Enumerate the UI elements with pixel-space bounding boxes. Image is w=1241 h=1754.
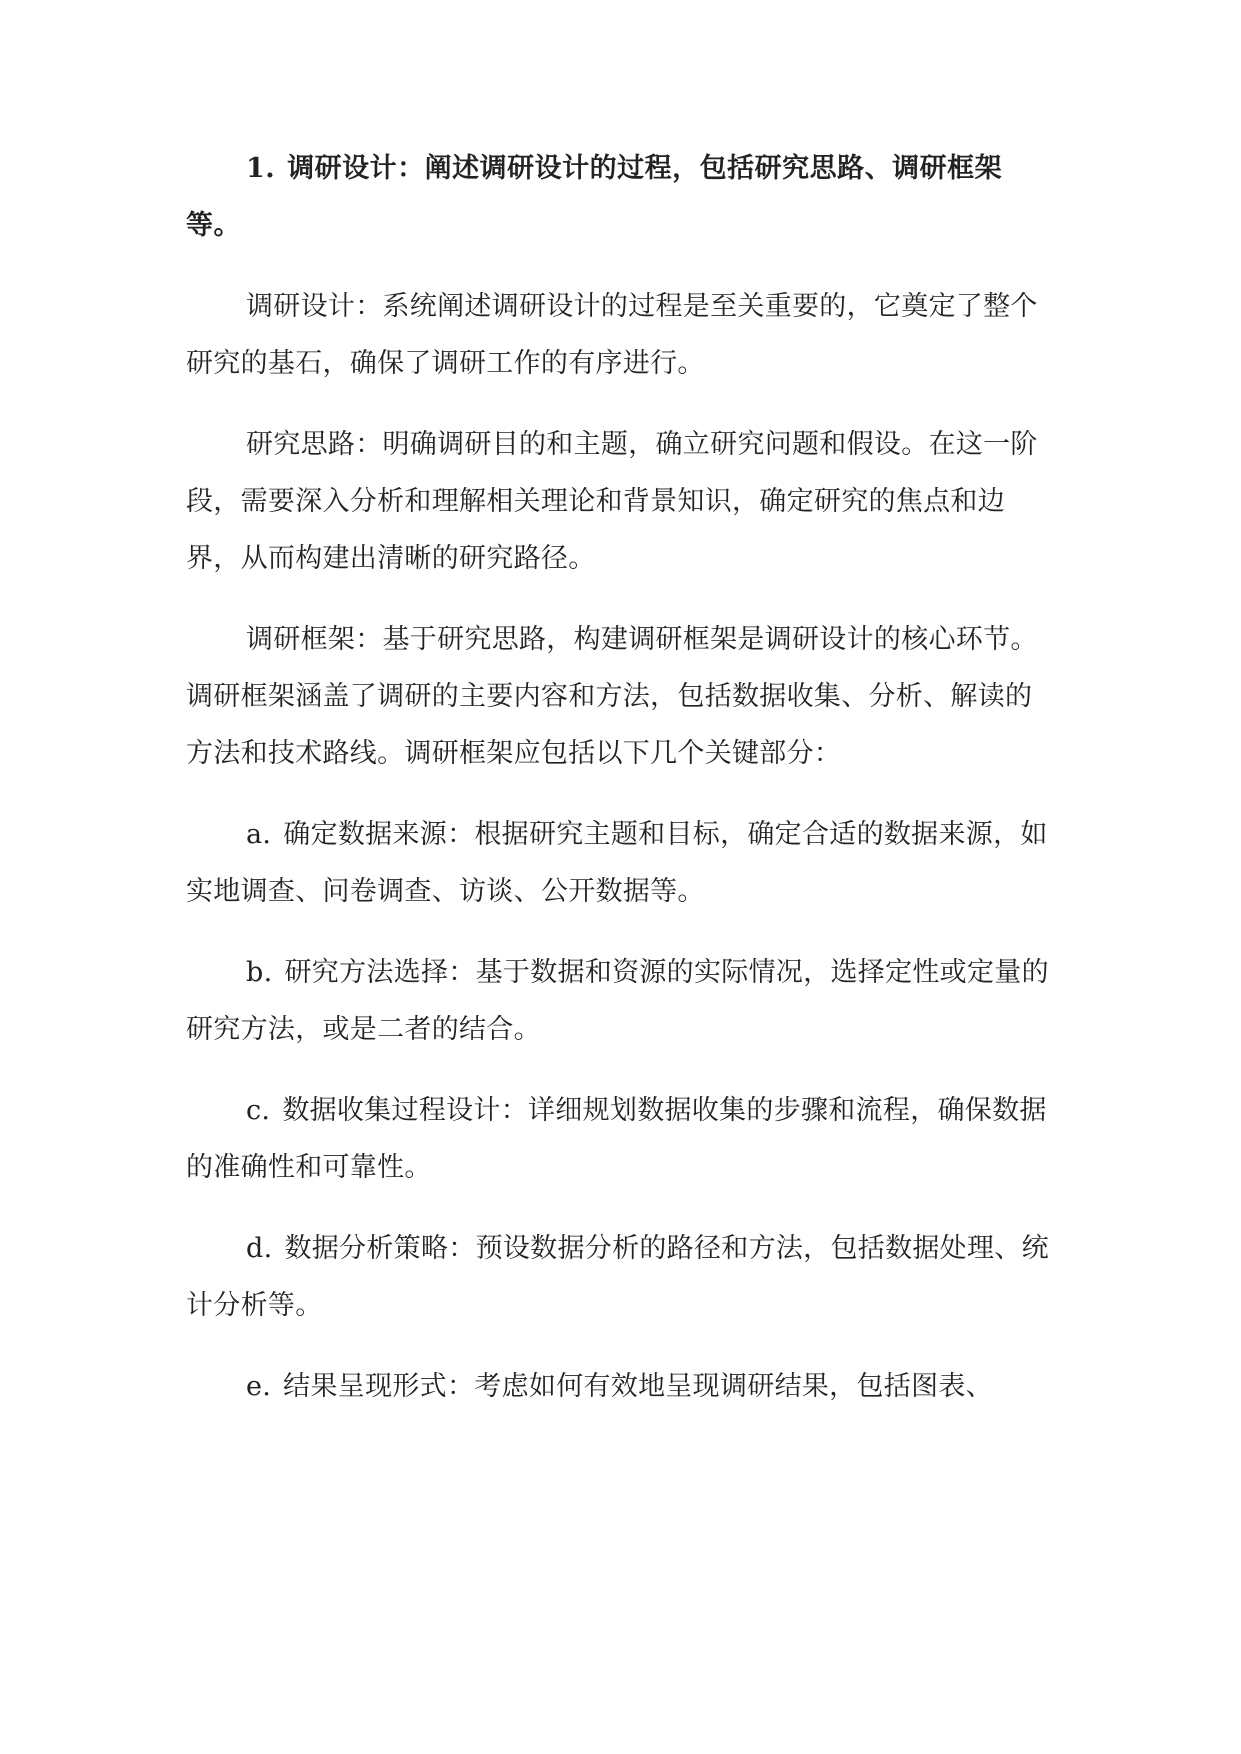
list-marker: b. (246, 957, 273, 988)
section-number: 1. (246, 153, 276, 184)
list-item-analysis-strategy (186, 1220, 1054, 1334)
list-marker: d. (246, 1233, 273, 1264)
paragraph-research-framework: 调研框架：基于研究思路，构建调研框架是调研设计的核心环节。调研框架涵盖了调研的主要内容和方法，包括数据收集、分析、解读的方法和技术路线。调研框架应包括以下几个关键部分： (186, 624, 1038, 769)
list-item-text: 结果呈现形式：考虑如何有效地呈现调研结果，包括图表、 (283, 1371, 993, 1402)
list-item-result-presentation (186, 1358, 1054, 1415)
document-body (186, 140, 1054, 1439)
list-item-text: 研究方法选择：基于数据和资源的实际情况，选择定性或定量的研究方法，或是二者的结合。 (186, 957, 1049, 1045)
section-heading (186, 140, 1054, 254)
list-marker: e. (246, 1371, 272, 1402)
list-item-text: 确定数据来源：根据研究主题和目标，确定合适的数据来源，如实地调查、问卷调查、访谈、公开数据等。 (186, 819, 1048, 907)
list-item-data-sources (186, 806, 1054, 920)
list-item-method-selection (186, 944, 1054, 1058)
section-heading-text: 调研设计：阐述调研设计的过程，包括研究思路、调研框架等。 (186, 153, 1003, 241)
list-item-data-collection (186, 1082, 1054, 1196)
list-marker: a. (246, 819, 272, 850)
list-item-text: 数据分析策略：预设数据分析的路径和方法，包括数据处理、统计分析等。 (186, 1233, 1049, 1321)
paragraph-research-design: 调研设计：系统阐述调研设计的过程是至关重要的，它奠定了整个研究的基石，确保了调研工作的有序进行。 (186, 291, 1038, 379)
paragraph-research-approach: 研究思路：明确调研目的和主题，确立研究问题和假设。在这一阶段，需要深入分析和理解相关理论和背景知识，确定研究的焦点和边界，从而构建出清晰的研究路径。 (186, 429, 1038, 574)
list-marker: c. (246, 1095, 271, 1126)
list-item-text: 数据收集过程设计：详细规划数据收集的步骤和流程，确保数据的准确性和可靠性。 (186, 1095, 1047, 1183)
